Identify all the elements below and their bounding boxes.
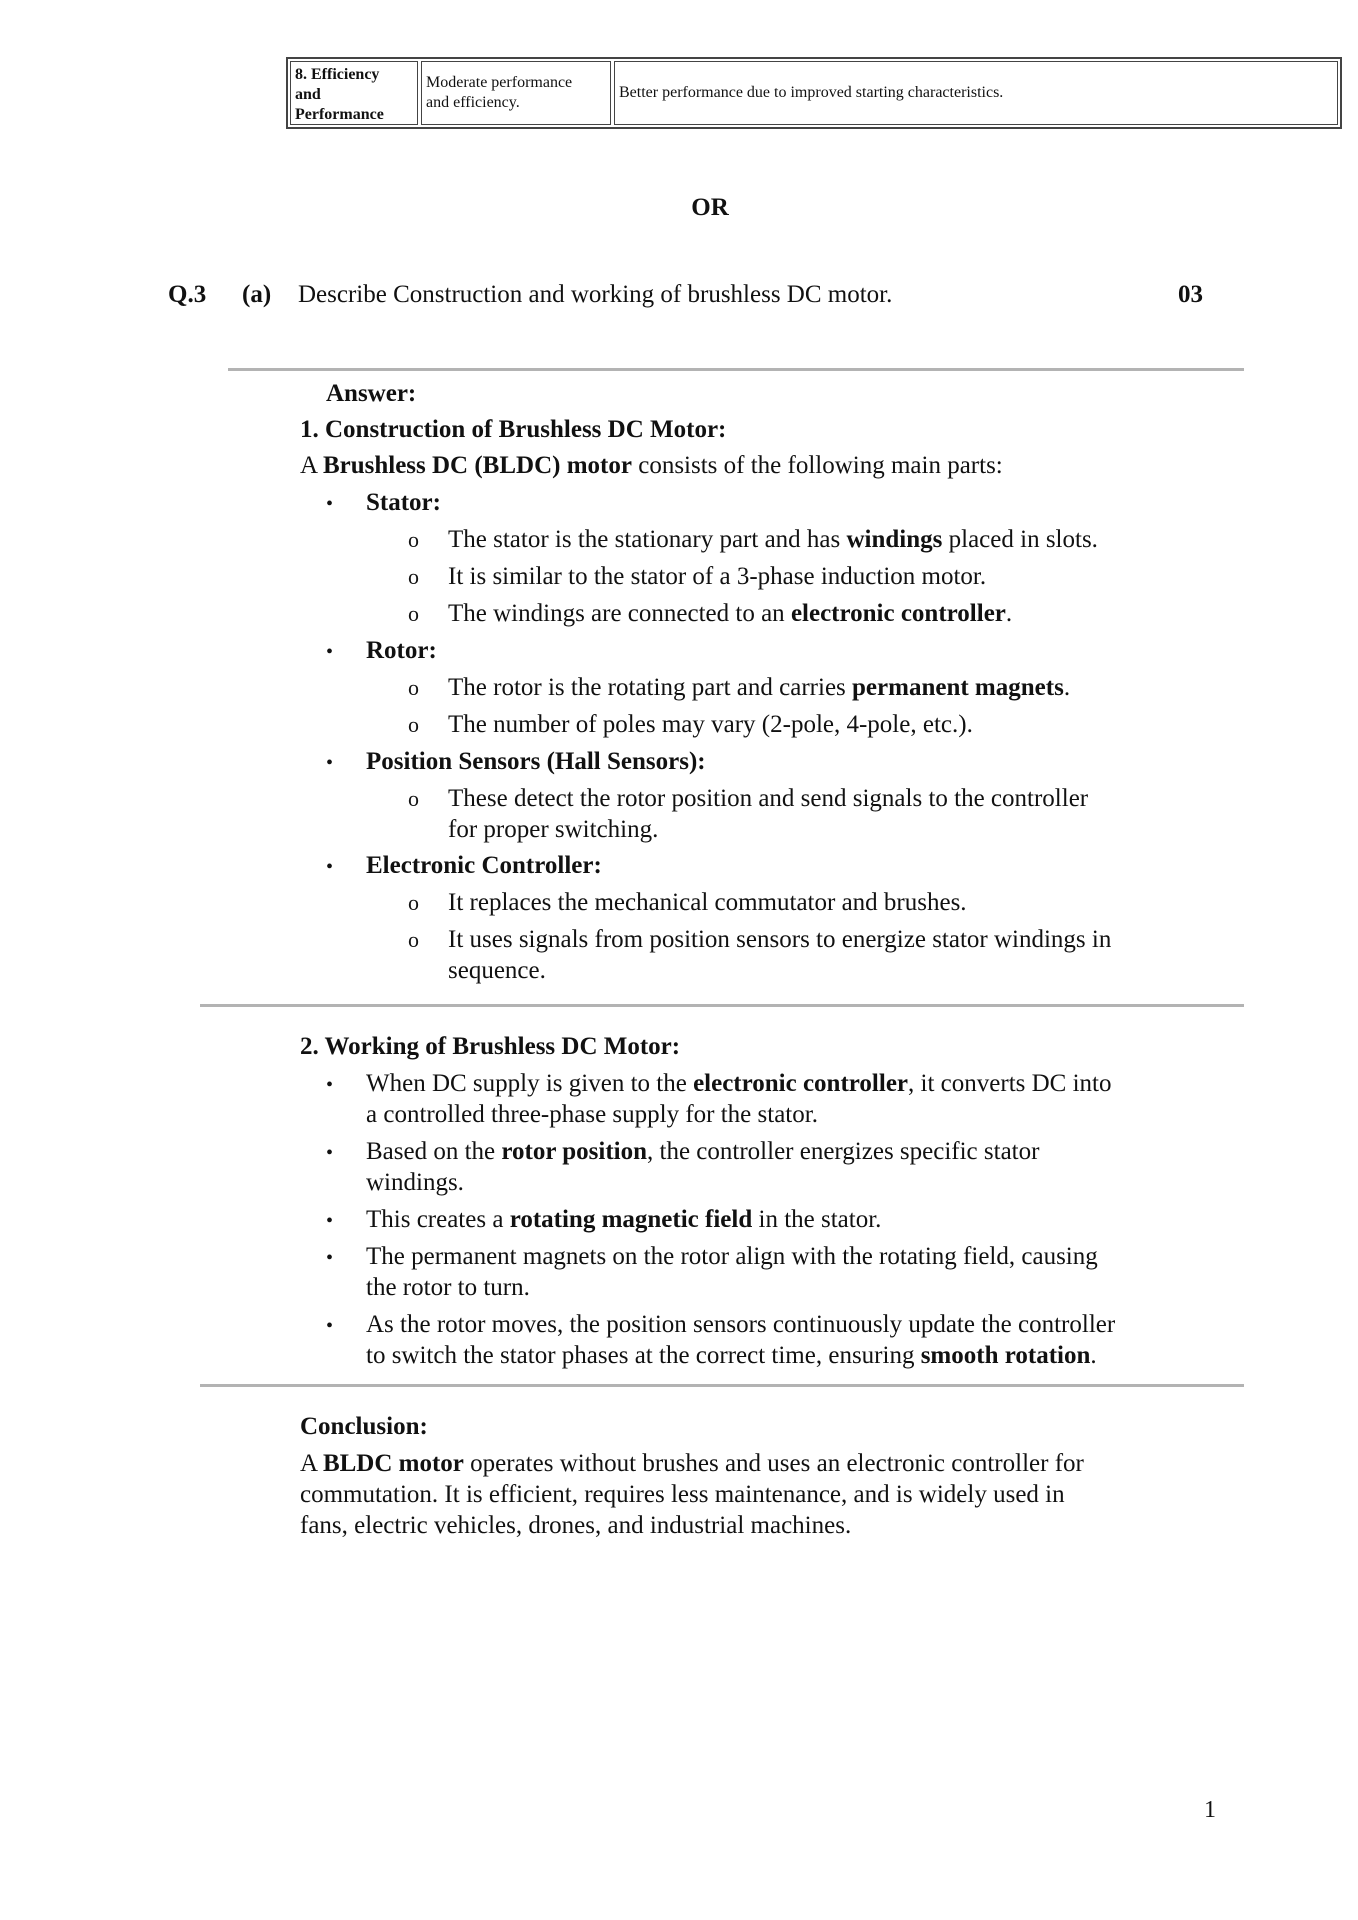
bullet-icon: •	[326, 1210, 334, 1232]
working-point-cont: to switch the stator phases at the correct time, ensuring smooth rotation.	[366, 1342, 1097, 1369]
bullet-icon: •	[326, 1315, 334, 1337]
sub-bullet-icon: o	[408, 675, 419, 700]
comparison-table-fragment	[286, 57, 1342, 129]
question-number: Q.3	[168, 281, 207, 308]
bullet-icon: •	[326, 1247, 334, 1269]
bullet-icon: •	[326, 752, 334, 774]
table-row-header-cell	[290, 61, 418, 125]
divider	[200, 1004, 1244, 1007]
sub-bullet-icon: o	[408, 712, 419, 737]
sensor-point: These detect the rotor position and send signals to the controller	[448, 785, 1089, 812]
bullet-icon: •	[326, 1074, 334, 1096]
rotor-point: The rotor is the rotating part and carries permanent magnets.	[448, 674, 1071, 701]
working-point-cont: the rotor to turn.	[366, 1274, 530, 1301]
controller-point-cont: sequence.	[448, 957, 546, 984]
question-subpart: (a)	[242, 281, 272, 308]
sub-bullet-icon: o	[408, 564, 419, 589]
question-marks: 03	[1178, 281, 1203, 308]
part-title-electronic-controller: Electronic Controller:	[366, 852, 602, 879]
conclusion-line: fans, electric vehicles, drones, and industrial machines.	[300, 1512, 852, 1539]
or-separator: OR	[691, 194, 729, 221]
sub-bullet-icon: o	[408, 927, 419, 952]
row-header-line: 8. Efficiency	[295, 66, 380, 83]
row-header-line: and	[295, 86, 321, 103]
divider	[200, 1384, 1244, 1387]
working-point: When DC supply is given to the electronic controller, it converts DC into	[366, 1070, 1112, 1097]
sub-bullet-icon: o	[408, 890, 419, 915]
section-heading-construction: 1. Construction of Brushless DC Motor:	[300, 416, 727, 443]
sub-bullet-icon: o	[408, 601, 419, 626]
sensor-point-cont: for proper switching.	[448, 816, 659, 843]
table-cell-bldc-motor	[614, 61, 1338, 125]
section-heading-working: 2. Working of Brushless DC Motor:	[300, 1033, 681, 1060]
sub-bullet-icon: o	[408, 786, 419, 811]
part-title-rotor: Rotor:	[366, 637, 437, 664]
working-point-cont: a controlled three-phase supply for the stator.	[366, 1101, 818, 1128]
part-title-stator: Stator:	[366, 489, 441, 516]
bullet-icon: •	[326, 493, 334, 515]
stator-point: The windings are connected to an electronic controller.	[448, 600, 1013, 627]
stator-point: It is similar to the stator of a 3-phase induction motor.	[448, 563, 987, 590]
conclusion-line: commutation. It is efficient, requires less maintenance, and is widely used in	[300, 1481, 1065, 1508]
cell-line: Better performance due to improved starting characteristics.	[619, 84, 1004, 101]
controller-point: It uses signals from position sensors to energize stator windings in	[448, 926, 1112, 953]
answer-heading: Answer:	[326, 380, 417, 407]
working-point-cont: windings.	[366, 1169, 464, 1196]
working-point: As the rotor moves, the position sensors continuously update the controller	[366, 1311, 1116, 1338]
table-cell-dc-motor	[421, 61, 611, 125]
sub-bullet-icon: o	[408, 527, 419, 552]
working-point: This creates a rotating magnetic field in the stator.	[366, 1206, 882, 1233]
page-number: 1	[1204, 1797, 1216, 1823]
part-title-position-sensors: Position Sensors (Hall Sensors):	[366, 748, 706, 775]
rotor-point: The number of poles may vary (2-pole, 4-pole, etc.).	[448, 711, 973, 738]
divider	[228, 368, 1244, 371]
stator-point: The stator is the stationary part and has windings placed in slots.	[448, 526, 1098, 553]
construction-intro: A Brushless DC (BLDC) motor consists of the following main parts:	[300, 452, 1003, 479]
working-point: Based on the rotor position, the controller energizes specific stator	[366, 1138, 1040, 1165]
bullet-icon: •	[326, 1142, 334, 1164]
cell-line: Moderate performance	[426, 74, 573, 91]
section-heading-conclusion: Conclusion:	[300, 1413, 428, 1440]
working-point: The permanent magnets on the rotor align with the rotating field, causing	[366, 1243, 1098, 1270]
controller-point: It replaces the mechanical commutator and brushes.	[448, 889, 967, 916]
question-text: Describe Construction and working of brushless DC motor.	[298, 281, 893, 308]
conclusion-line: A BLDC motor operates without brushes and uses an electronic controller for	[300, 1450, 1084, 1477]
bullet-icon: •	[326, 641, 334, 663]
bullet-icon: •	[326, 856, 334, 878]
cell-line: and efficiency.	[426, 94, 520, 111]
row-header-line: Performance	[295, 106, 384, 123]
